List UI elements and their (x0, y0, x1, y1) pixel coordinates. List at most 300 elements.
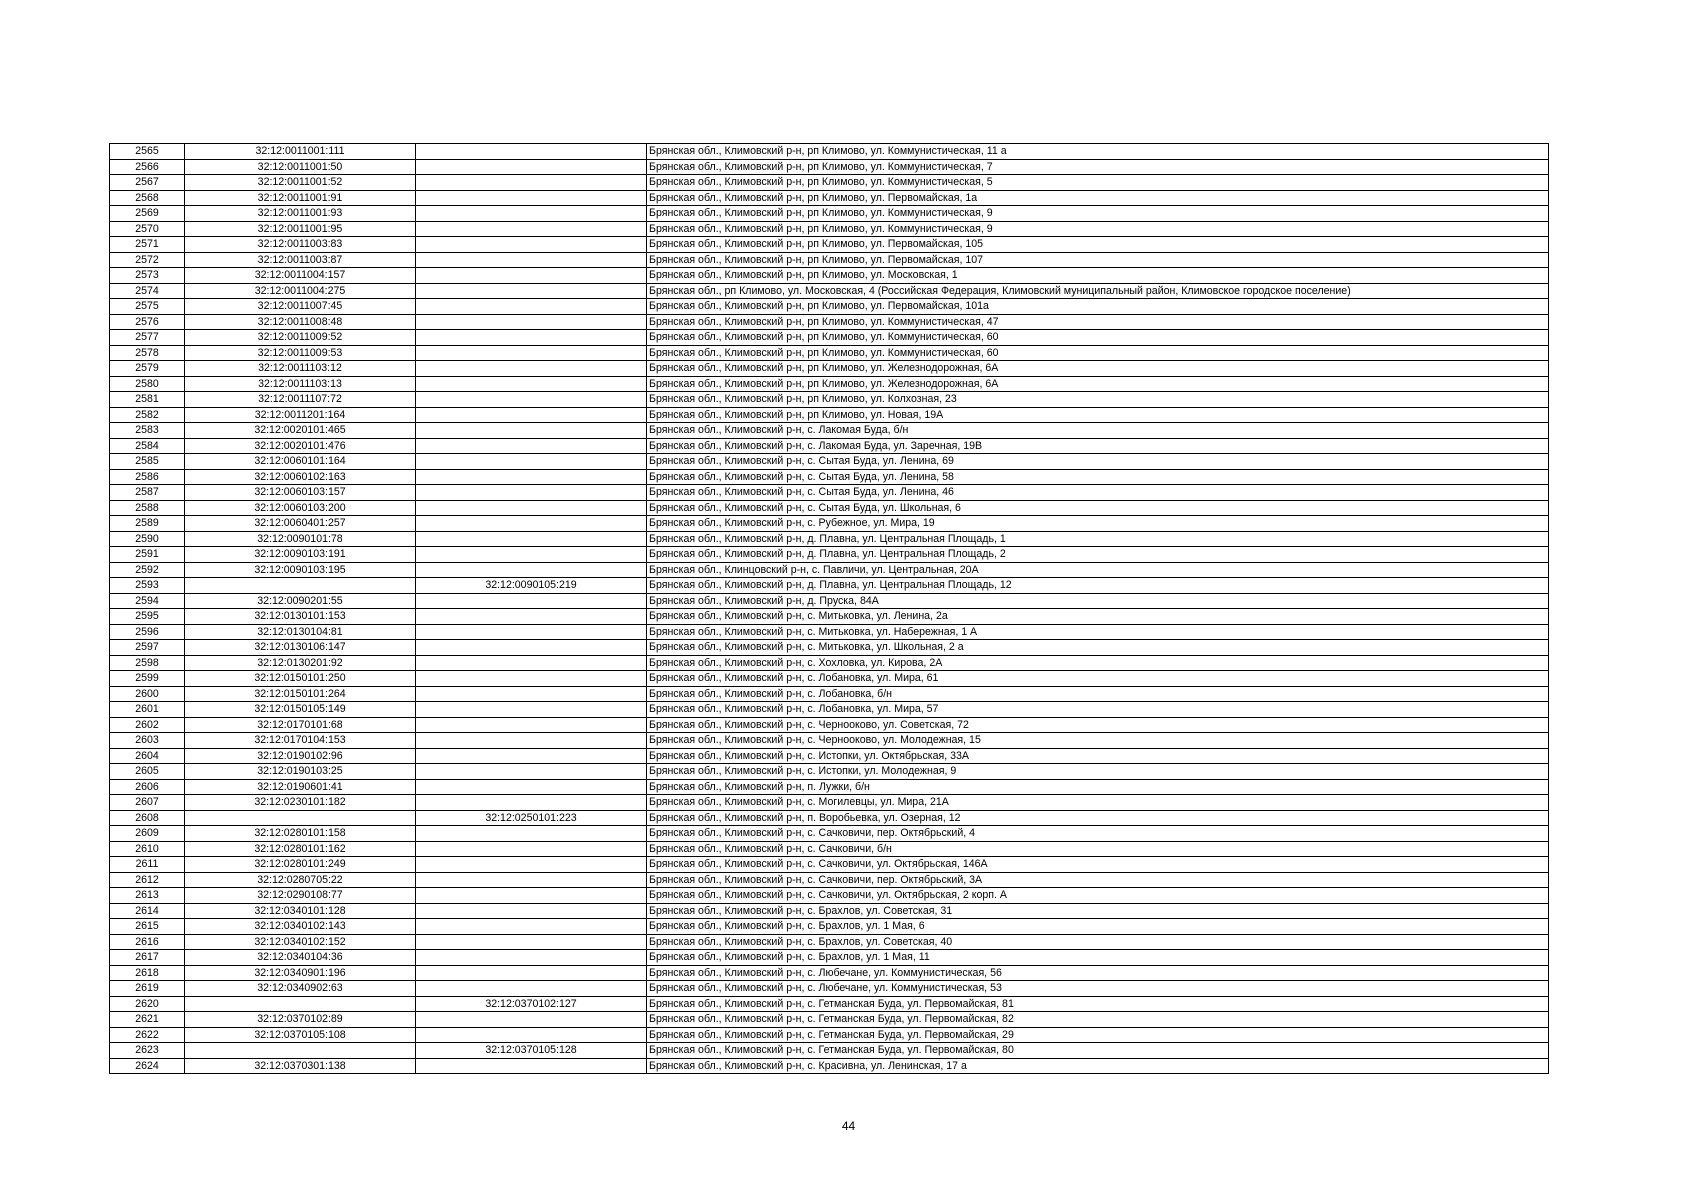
address-cell: Брянская обл., Климовский р-н, п. Воробьевка, ул. Озерная, 12 (647, 810, 1549, 826)
table-row (110, 810, 1549, 826)
cadastral-number-alt-cell (416, 857, 647, 873)
cadastral-number-alt-cell (416, 826, 647, 842)
cadastral-number-alt-cell (416, 702, 647, 718)
address-cell: Брянская обл., Климовский р-н, рп Климово, ул. Колхозная, 23 (647, 392, 1549, 408)
cadastral-number-alt-cell (416, 175, 647, 191)
table-row (110, 562, 1549, 578)
address-cell: Брянская обл., Климовский р-н, с. Сачковичи, ул. Октябрьская, 2 корп. А (647, 888, 1549, 904)
table-row (110, 981, 1549, 997)
table-row (110, 314, 1549, 330)
cadastral-number-cell: 32:12:0150101:250 (185, 671, 416, 687)
row-number-cell: 2586 (110, 469, 185, 485)
address-cell: Брянская обл., Климовский р-н, рп Климово, ул. Коммунистическая, 9 (647, 206, 1549, 222)
address-cell: Брянская обл., Климовский р-н, рп Климово, ул. Новая, 19А (647, 407, 1549, 423)
cadastral-number-cell: 32:12:0011001:91 (185, 190, 416, 206)
address-cell: Брянская обл., Климовский р-н, с. Могилевцы, ул. Мира, 21А (647, 795, 1549, 811)
cadastral-number-alt-cell (416, 934, 647, 950)
address-cell: Брянская обл., Климовский р-н, с. Любечане, ул. Коммунистическая, 53 (647, 981, 1549, 997)
table-row (110, 221, 1549, 237)
table-row (110, 655, 1549, 671)
table-row (110, 779, 1549, 795)
cadastral-number-alt-cell (416, 283, 647, 299)
cadastral-number-alt-cell (416, 655, 647, 671)
cadastral-number-cell (185, 996, 416, 1012)
table-row (110, 795, 1549, 811)
cadastral-number-cell: 32:12:0340901:196 (185, 965, 416, 981)
row-number-cell: 2570 (110, 221, 185, 237)
row-number-cell: 2599 (110, 671, 185, 687)
address-cell: Брянская обл., Климовский р-н, с. Лобановка, б/н (647, 686, 1549, 702)
cadastral-number-cell: 32:12:0090103:195 (185, 562, 416, 578)
row-number-cell: 2565 (110, 144, 185, 160)
address-cell: Брянская обл., Климовский р-н, с. Лобановка, ул. Мира, 61 (647, 671, 1549, 687)
cadastral-number-alt-cell (416, 330, 647, 346)
cadastral-number-alt-cell (416, 841, 647, 857)
row-number-cell: 2605 (110, 764, 185, 780)
cadastral-number-alt-cell (416, 872, 647, 888)
row-number-cell: 2614 (110, 903, 185, 919)
table-row (110, 252, 1549, 268)
table-row (110, 888, 1549, 904)
cadastral-number-alt-cell (416, 268, 647, 284)
address-cell: Брянская обл., Климовский р-н, с. Сачковичи, пер. Октябрьский, 3А (647, 872, 1549, 888)
table-row (110, 283, 1549, 299)
cadastral-number-alt-cell (416, 779, 647, 795)
cadastral-number-alt-cell (416, 500, 647, 516)
table-row (110, 237, 1549, 253)
property-register-table (109, 143, 1549, 1074)
row-number-cell: 2566 (110, 159, 185, 175)
address-cell: Брянская обл., Клинцовский р-н, с. Павличи, ул. Центральная, 20А (647, 562, 1549, 578)
address-cell: Брянская обл., Климовский р-н, рп Климово, ул. Коммунистическая, 9 (647, 221, 1549, 237)
table-row (110, 748, 1549, 764)
cadastral-number-alt-cell (416, 903, 647, 919)
address-cell: Брянская обл., Климовский р-н, с. Красивна, ул. Ленинская, 17 а (647, 1058, 1549, 1074)
table-row (110, 376, 1549, 392)
cadastral-number-alt-cell (416, 438, 647, 454)
table-row (110, 965, 1549, 981)
address-cell: Брянская обл., Климовский р-н, с. Брахлов, ул. 1 Мая, 11 (647, 950, 1549, 966)
address-cell: Брянская обл., Климовский р-н, рп Климово, ул. Первомайская, 105 (647, 237, 1549, 253)
cadastral-number-alt-cell (416, 795, 647, 811)
row-number-cell: 2583 (110, 423, 185, 439)
cadastral-number-cell: 32:12:0130201:92 (185, 655, 416, 671)
cadastral-number-cell: 32:12:0011103:13 (185, 376, 416, 392)
address-cell: Брянская обл., Климовский р-н, с. Сытая Буда, ул. Ленина, 69 (647, 454, 1549, 470)
row-number-cell: 2577 (110, 330, 185, 346)
row-number-cell: 2600 (110, 686, 185, 702)
address-cell: Брянская обл., Климовский р-н, с. Истопки, ул. Октябрьская, 33А (647, 748, 1549, 764)
address-cell: Брянская обл., Климовский р-н, д. Плавна, ул. Центральная Площадь, 12 (647, 578, 1549, 594)
cadastral-number-cell: 32:12:0060103:200 (185, 500, 416, 516)
table-row (110, 206, 1549, 222)
cadastral-number-cell: 32:12:0060103:157 (185, 485, 416, 501)
address-cell: Брянская обл., Климовский р-н, с. Сытая Буда, ул. Ленина, 46 (647, 485, 1549, 501)
table-row (110, 547, 1549, 563)
cadastral-number-cell: 32:12:0150105:149 (185, 702, 416, 718)
row-number-cell: 2596 (110, 624, 185, 640)
cadastral-number-cell: 32:12:0011001:111 (185, 144, 416, 160)
table-row (110, 175, 1549, 191)
address-cell: Брянская обл., Климовский р-н, рп Климово, ул. Первомайская, 107 (647, 252, 1549, 268)
address-cell: Брянская обл., Климовский р-н, с. Митьковка, ул. Школьная, 2 а (647, 640, 1549, 656)
cadastral-number-cell: 32:12:0340902:63 (185, 981, 416, 997)
table-row (110, 330, 1549, 346)
row-number-cell: 2567 (110, 175, 185, 191)
row-number-cell: 2621 (110, 1012, 185, 1028)
row-number-cell: 2607 (110, 795, 185, 811)
address-cell: Брянская обл., Климовский р-н, с. Брахлов, ул. Советская, 31 (647, 903, 1549, 919)
cadastral-number-alt-cell (416, 252, 647, 268)
row-number-cell: 2593 (110, 578, 185, 594)
row-number-cell: 2615 (110, 919, 185, 935)
cadastral-number-alt-cell (416, 1058, 647, 1074)
cadastral-number-alt-cell (416, 144, 647, 160)
cadastral-number-cell (185, 578, 416, 594)
cadastral-number-cell: 32:12:0011003:83 (185, 237, 416, 253)
row-number-cell: 2590 (110, 531, 185, 547)
address-cell: Брянская обл., Климовский р-н, с. Хохловка, ул. Кирова, 2А (647, 655, 1549, 671)
address-cell: Брянская обл., Климовский р-н, рп Климово, ул. Коммунистическая, 60 (647, 345, 1549, 361)
address-cell: Брянская обл., Климовский р-н, с. Лакомая Буда, б/н (647, 423, 1549, 439)
address-cell: Брянская обл., Климовский р-н, с. Сачковичи, ул. Октябрьская, 146А (647, 857, 1549, 873)
cadastral-number-alt-cell (416, 237, 647, 253)
table-row (110, 361, 1549, 377)
cadastral-number-cell: 32:12:0190601:41 (185, 779, 416, 795)
row-number-cell: 2582 (110, 407, 185, 423)
table-row (110, 872, 1549, 888)
cadastral-number-alt-cell (416, 748, 647, 764)
table-row (110, 593, 1549, 609)
row-number-cell: 2610 (110, 841, 185, 857)
cadastral-number-alt-cell (416, 469, 647, 485)
row-number-cell: 2578 (110, 345, 185, 361)
row-number-cell: 2588 (110, 500, 185, 516)
address-cell: Брянская обл., Климовский р-н, с. Гетманская Буда, ул. Первомайская, 29 (647, 1027, 1549, 1043)
cadastral-number-cell: 32:12:0370102:89 (185, 1012, 416, 1028)
table-row (110, 903, 1549, 919)
row-number-cell: 2598 (110, 655, 185, 671)
cadastral-number-alt-cell (416, 671, 647, 687)
table-row (110, 686, 1549, 702)
row-number-cell: 2602 (110, 717, 185, 733)
row-number-cell: 2617 (110, 950, 185, 966)
address-cell: Брянская обл., Климовский р-н, с. Любечане, ул. Коммунистическая, 56 (647, 965, 1549, 981)
cadastral-number-cell: 32:12:0011009:52 (185, 330, 416, 346)
cadastral-number-cell: 32:12:0170101:68 (185, 717, 416, 733)
cadastral-number-alt-cell (416, 764, 647, 780)
cadastral-number-cell: 32:12:0011103:12 (185, 361, 416, 377)
cadastral-number-alt-cell: 32:12:0370102:127 (416, 996, 647, 1012)
table-row (110, 578, 1549, 594)
cadastral-number-alt-cell (416, 717, 647, 733)
table-row (110, 950, 1549, 966)
table-row (110, 500, 1549, 516)
table-row (110, 624, 1549, 640)
address-cell: Брянская обл., Климовский р-н, с. Митьковка, ул. Ленина, 2а (647, 609, 1549, 625)
cadastral-number-cell: 32:12:0280101:162 (185, 841, 416, 857)
cadastral-number-alt-cell (416, 190, 647, 206)
row-number-cell: 2612 (110, 872, 185, 888)
cadastral-number-alt-cell (416, 423, 647, 439)
table-row (110, 733, 1549, 749)
cadastral-number-cell: 32:12:0011007:45 (185, 299, 416, 315)
address-cell: Брянская обл., Климовский р-н, с. Брахлов, ул. Советская, 40 (647, 934, 1549, 950)
cadastral-number-alt-cell (416, 888, 647, 904)
cadastral-number-cell: 32:12:0011009:53 (185, 345, 416, 361)
row-number-cell: 2571 (110, 237, 185, 253)
cadastral-number-alt-cell (416, 376, 647, 392)
address-cell: Брянская обл., Климовский р-н, с. Гетманская Буда, ул. Первомайская, 81 (647, 996, 1549, 1012)
cadastral-number-cell: 32:12:0280101:158 (185, 826, 416, 842)
table-row (110, 516, 1549, 532)
cadastral-number-alt-cell (416, 547, 647, 563)
table-row (110, 190, 1549, 206)
address-cell: Брянская обл., Климовский р-н, рп Климово, ул. Железнодорожная, 6А (647, 376, 1549, 392)
cadastral-number-cell: 32:12:0290108:77 (185, 888, 416, 904)
table-row (110, 934, 1549, 950)
cadastral-number-alt-cell (416, 624, 647, 640)
table-row (110, 469, 1549, 485)
cadastral-number-cell: 32:12:0190102:96 (185, 748, 416, 764)
address-cell: Брянская обл., Климовский р-н, с. Рубежное, ул. Мира, 19 (647, 516, 1549, 532)
address-cell: Брянская обл., Климовский р-н, с. Сытая Буда, ул. Школьная, 6 (647, 500, 1549, 516)
address-cell: Брянская обл., Климовский р-н, с. Лакомая Буда, ул. Заречная, 19В (647, 438, 1549, 454)
row-number-cell: 2618 (110, 965, 185, 981)
table-row (110, 531, 1549, 547)
address-cell: Брянская обл., Климовский р-н, рп Климово, ул. Коммунистическая, 11 а (647, 144, 1549, 160)
cadastral-number-alt-cell (416, 981, 647, 997)
row-number-cell: 2616 (110, 934, 185, 950)
row-number-cell: 2623 (110, 1043, 185, 1059)
cadastral-number-cell (185, 1043, 416, 1059)
address-cell: Брянская обл., Климовский р-н, с. Сытая Буда, ул. Ленина, 58 (647, 469, 1549, 485)
cadastral-number-alt-cell (416, 345, 647, 361)
table-row (110, 1027, 1549, 1043)
cadastral-number-cell: 32:12:0011004:275 (185, 283, 416, 299)
cadastral-number-cell: 32:12:0340102:143 (185, 919, 416, 935)
row-number-cell: 2609 (110, 826, 185, 842)
address-cell: Брянская обл., Климовский р-н, с. Брахлов, ул. 1 Мая, 6 (647, 919, 1549, 935)
cadastral-number-alt-cell (416, 221, 647, 237)
cadastral-number-cell: 32:12:0170104:153 (185, 733, 416, 749)
cadastral-number-alt-cell (416, 407, 647, 423)
cadastral-number-cell: 32:12:0011001:95 (185, 221, 416, 237)
row-number-cell: 2576 (110, 314, 185, 330)
row-number-cell: 2589 (110, 516, 185, 532)
cadastral-number-cell: 32:12:0130101:153 (185, 609, 416, 625)
cadastral-number-cell: 32:12:0090201:55 (185, 593, 416, 609)
cadastral-number-cell: 32:12:0190103:25 (185, 764, 416, 780)
table-row (110, 1043, 1549, 1059)
row-number-cell: 2611 (110, 857, 185, 873)
row-number-cell: 2597 (110, 640, 185, 656)
row-number-cell: 2569 (110, 206, 185, 222)
cadastral-number-cell: 32:12:0150101:264 (185, 686, 416, 702)
cadastral-number-alt-cell (416, 965, 647, 981)
address-cell: Брянская обл., Климовский р-н, рп Климово, ул. Коммунистическая, 60 (647, 330, 1549, 346)
cadastral-number-alt-cell (416, 392, 647, 408)
row-number-cell: 2568 (110, 190, 185, 206)
row-number-cell: 2613 (110, 888, 185, 904)
cadastral-number-alt-cell (416, 950, 647, 966)
address-cell: Брянская обл., Климовский р-н, с. Гетманская Буда, ул. Первомайская, 82 (647, 1012, 1549, 1028)
table-row (110, 764, 1549, 780)
row-number-cell: 2619 (110, 981, 185, 997)
table-row (110, 609, 1549, 625)
cadastral-number-alt-cell (416, 454, 647, 470)
row-number-cell: 2573 (110, 268, 185, 284)
cadastral-number-alt-cell (416, 314, 647, 330)
cadastral-number-cell: 32:12:0230101:182 (185, 795, 416, 811)
table-row (110, 671, 1549, 687)
cadastral-number-cell: 32:12:0060401:257 (185, 516, 416, 532)
cadastral-number-alt-cell (416, 686, 647, 702)
row-number-cell: 2601 (110, 702, 185, 718)
row-number-cell: 2608 (110, 810, 185, 826)
address-cell: Брянская обл., Климовский р-н, д. Плавна, ул. Центральная Площадь, 2 (647, 547, 1549, 563)
cadastral-number-cell: 32:12:0130104:81 (185, 624, 416, 640)
address-cell: Брянская обл., Климовский р-н, с. Истопки, ул. Молодежная, 9 (647, 764, 1549, 780)
row-number-cell: 2580 (110, 376, 185, 392)
cadastral-number-cell: 32:12:0370105:108 (185, 1027, 416, 1043)
cadastral-number-cell: 32:12:0020101:465 (185, 423, 416, 439)
table-row (110, 144, 1549, 160)
cadastral-number-cell: 32:12:0011008:48 (185, 314, 416, 330)
table-row (110, 485, 1549, 501)
cadastral-number-alt-cell (416, 593, 647, 609)
cadastral-number-cell: 32:12:0340101:128 (185, 903, 416, 919)
table-row (110, 159, 1549, 175)
row-number-cell: 2595 (110, 609, 185, 625)
address-cell: Брянская обл., Климовский р-н, рп Климово, ул. Коммунистическая, 7 (647, 159, 1549, 175)
address-cell: Брянская обл., Климовский р-н, рп Климово, ул. Железнодорожная, 6А (647, 361, 1549, 377)
cadastral-number-alt-cell (416, 361, 647, 377)
cadastral-number-cell: 32:12:0370301:138 (185, 1058, 416, 1074)
row-number-cell: 2591 (110, 547, 185, 563)
cadastral-number-cell: 32:12:0011004:157 (185, 268, 416, 284)
address-cell: Брянская обл., Климовский р-н, с. Лобановка, ул. Мира, 57 (647, 702, 1549, 718)
table-row (110, 438, 1549, 454)
row-number-cell: 2622 (110, 1027, 185, 1043)
cadastral-number-cell: 32:12:0090101:78 (185, 531, 416, 547)
row-number-cell: 2572 (110, 252, 185, 268)
cadastral-number-cell: 32:12:0130106:147 (185, 640, 416, 656)
row-number-cell: 2624 (110, 1058, 185, 1074)
table-row (110, 299, 1549, 315)
address-cell: Брянская обл., Климовский р-н, с. Сачковичи, б/н (647, 841, 1549, 857)
cadastral-number-cell (185, 810, 416, 826)
table-row (110, 392, 1549, 408)
address-cell: Брянская обл., рп Климово, ул. Московская, 4 (Российская Федерация, Климовский муниципальный район, Климовское городское поселение) (647, 283, 1549, 299)
table-row (110, 454, 1549, 470)
table-row (110, 1058, 1549, 1074)
table-row (110, 407, 1549, 423)
cadastral-number-alt-cell: 32:12:0370105:128 (416, 1043, 647, 1059)
address-cell: Брянская обл., Климовский р-н, рп Климово, ул. Коммунистическая, 47 (647, 314, 1549, 330)
cadastral-number-cell: 32:12:0060102:163 (185, 469, 416, 485)
cadastral-number-alt-cell (416, 919, 647, 935)
cadastral-number-alt-cell: 32:12:0090105:219 (416, 578, 647, 594)
row-number-cell: 2620 (110, 996, 185, 1012)
cadastral-number-cell: 32:12:0340104:36 (185, 950, 416, 966)
table-row (110, 702, 1549, 718)
cadastral-number-alt-cell (416, 1027, 647, 1043)
address-cell: Брянская обл., Климовский р-н, п. Лужки, б/н (647, 779, 1549, 795)
cadastral-number-alt-cell: 32:12:0250101:223 (416, 810, 647, 826)
cadastral-number-alt-cell (416, 562, 647, 578)
cadastral-number-alt-cell (416, 1012, 647, 1028)
cadastral-number-cell: 32:12:0011001:50 (185, 159, 416, 175)
table-row (110, 268, 1549, 284)
cadastral-number-cell: 32:12:0060101:164 (185, 454, 416, 470)
cadastral-number-cell: 32:12:0280101:249 (185, 857, 416, 873)
address-cell: Брянская обл., Климовский р-н, с. Чернооково, ул. Советская, 72 (647, 717, 1549, 733)
address-cell: Брянская обл., Климовский р-н, д. Плавна, ул. Центральная Площадь, 1 (647, 531, 1549, 547)
table-body (110, 144, 1549, 1074)
table-row (110, 857, 1549, 873)
cadastral-number-cell: 32:12:0011107:72 (185, 392, 416, 408)
row-number-cell: 2575 (110, 299, 185, 315)
cadastral-number-cell: 32:12:0011003:87 (185, 252, 416, 268)
row-number-cell: 2585 (110, 454, 185, 470)
address-cell: Брянская обл., Климовский р-н, с. Гетманская Буда, ул. Первомайская, 80 (647, 1043, 1549, 1059)
cadastral-number-alt-cell (416, 640, 647, 656)
cadastral-number-cell: 32:12:0011201:164 (185, 407, 416, 423)
page-number: 44 (841, 1119, 856, 1133)
cadastral-number-alt-cell (416, 485, 647, 501)
row-number-cell: 2581 (110, 392, 185, 408)
cadastral-number-cell: 32:12:0090103:191 (185, 547, 416, 563)
table-row (110, 345, 1549, 361)
row-number-cell: 2579 (110, 361, 185, 377)
table-row (110, 1012, 1549, 1028)
row-number-cell: 2606 (110, 779, 185, 795)
cadastral-number-alt-cell (416, 206, 647, 222)
table-row (110, 717, 1549, 733)
cadastral-number-cell: 32:12:0340102:152 (185, 934, 416, 950)
row-number-cell: 2574 (110, 283, 185, 299)
row-number-cell: 2584 (110, 438, 185, 454)
cadastral-number-alt-cell (416, 609, 647, 625)
address-cell: Брянская обл., Климовский р-н, с. Митьковка, ул. Набережная, 1 А (647, 624, 1549, 640)
table-row (110, 996, 1549, 1012)
address-cell: Брянская обл., Климовский р-н, рп Климово, ул. Московская, 1 (647, 268, 1549, 284)
row-number-cell: 2587 (110, 485, 185, 501)
row-number-cell: 2603 (110, 733, 185, 749)
address-cell: Брянская обл., Климовский р-н, рп Климово, ул. Коммунистическая, 5 (647, 175, 1549, 191)
cadastral-number-alt-cell (416, 516, 647, 532)
cadastral-number-alt-cell (416, 159, 647, 175)
cadastral-number-cell: 32:12:0011001:52 (185, 175, 416, 191)
cadastral-number-cell: 32:12:0020101:476 (185, 438, 416, 454)
cadastral-number-alt-cell (416, 299, 647, 315)
table-row (110, 423, 1549, 439)
cadastral-number-cell: 32:12:0280705:22 (185, 872, 416, 888)
cadastral-number-alt-cell (416, 531, 647, 547)
cadastral-number-cell: 32:12:0011001:93 (185, 206, 416, 222)
address-cell: Брянская обл., Климовский р-н, рп Климово, ул. Первомайская, 1а (647, 190, 1549, 206)
table-row (110, 919, 1549, 935)
cadastral-number-alt-cell (416, 733, 647, 749)
table-row (110, 826, 1549, 842)
address-cell: Брянская обл., Климовский р-н, рп Климово, ул. Первомайская, 101а (647, 299, 1549, 315)
address-cell: Брянская обл., Климовский р-н, с. Чернооково, ул. Молодежная, 15 (647, 733, 1549, 749)
address-cell: Брянская обл., Климовский р-н, д. Пруска, 84А (647, 593, 1549, 609)
row-number-cell: 2592 (110, 562, 185, 578)
table-row (110, 640, 1549, 656)
address-cell: Брянская обл., Климовский р-н, с. Сачковичи, пер. Октябрьский, 4 (647, 826, 1549, 842)
